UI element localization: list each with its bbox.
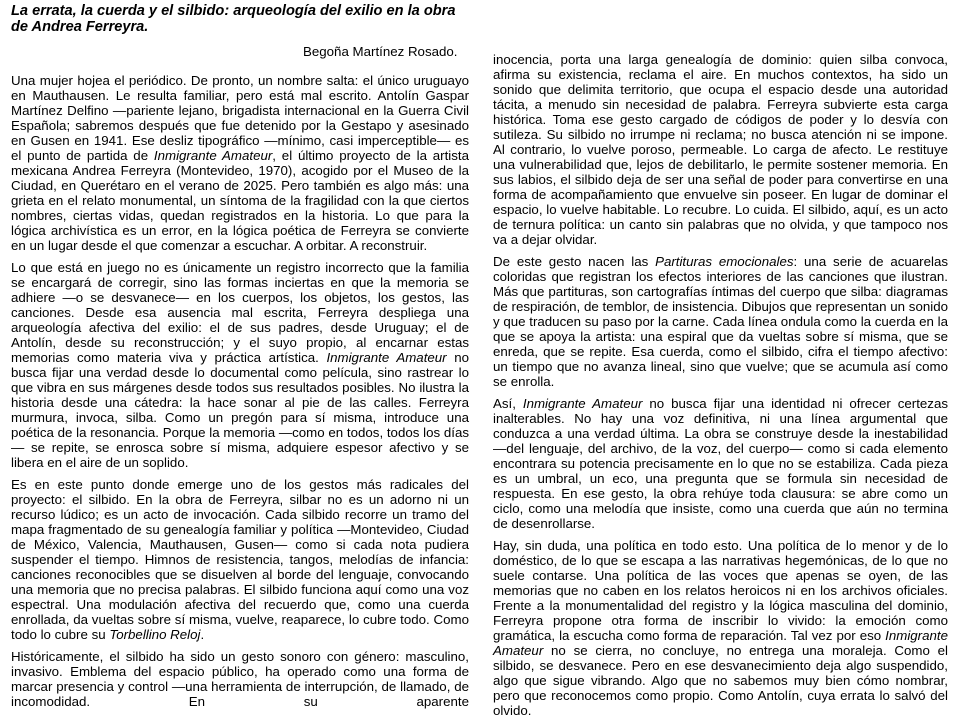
text-column-right [493,3,949,718]
left-column-paragraphs [11,73,469,709]
text-segment: no se cierra, no concluye, no entrega una moraleja. Como el silbido, se desvanece. Pero en ese desvanecimiento deja algo suspendido, algo que sigue vibrando. Algo que no sabemos muy bien cómo nombrar, pero que reconocemos como propio. Como Antolín, cuya errata lo salvó del olvido. [493,643,948,718]
paragraph [493,396,948,531]
italic-text-segment: Torbellino Reloj [109,627,201,642]
article-title: La errata, la cuerda y el silbido: arqueología del exilio en la obra de Andrea Ferreyra. [11,3,456,35]
text-segment: Lo que está en juego no es únicamente un registro incorrecto que la familia se encargará de corregir, sino las formas inciertas en que la memoria se adhiere —o se desvanece— en los cuerpos, los objetos, los gestos, las canciones. Desde esa ausencia mal escrita, Ferreyra despliega una arqueología afectiva del exilio: el de sus padres, desde Uruguay; el de Antolín, desde su reconstrucción; y el suyo propio, al encarnar estas memorias como materia viva y práctica artística. [11,260,469,365]
paragraph [11,649,469,709]
paragraph [11,477,469,642]
paragraph [493,538,948,718]
text-segment: no busca fijar una identidad ni ofrecer certezas inalterables. No hay una voz definitiva, ni una línea argumental que conduzca a una verdad última. La obra se construye desde la inestabilidad —del lenguaje, del archivo, de la voz, del cuerpo— como si cada elemento encontrara su potencia precisamente en lo que no se estabiliza. Cada pieza es un umbral, un eco, una pregunta que se formula sin necesidad de respuesta. En ese gesto, la obra rehúye toda clausura: se abre como un ciclo, como una melodía que insiste, como una cuerda que aún no termina de desenrollarse. [493,396,948,531]
text-segment: : una serie de acuarelas coloridas que registran los efectos interiores de las canciones que ilustran. Más que partituras, son cartografías íntimas del cuerpo que silba: diagramas de respiración, de temblor, de insistencia. Dibujos que representan un sonido y que traducen su paso por la carne. Cada línea ondula como la cuerda en la que se apoya la artista: una espiral que da vueltas sobre sí misma, que se enreda, que se repite. Esa cuerda, como el silbido, cifra el tiempo afectivo: un tiempo que no avanza lineal, sino que vuelve; que se acumula así como se enrolla. [493,254,949,389]
italic-text-segment: Inmigrante Amateur [153,148,273,163]
paragraph [11,260,469,470]
article-byline: Begoña Martínez Rosado. [303,44,458,59]
text-segment: De este gesto nacen las [493,254,656,269]
italic-text-segment: Inmigrante Amateur [326,350,447,365]
paragraph [493,52,948,247]
text-segment: , el último proyecto de la artista mexicana Andrea Ferreyra (Montevideo, 1970), acogido por el Museo de la Ciudad, en Querétaro en el verano de 2025. Pero también es algo más: una grieta en el relato monumental, un síntoma de la fragilidad con la que ciertos nombres, ciertas vidas, quedan registrados en la historia. Lo que para la lógica archivística es un error, en la lógica poética de Ferreyra se convierte en un lugar desde el que comenzar a escuchar. A orbitar. A reconstruir. [11,148,469,253]
italic-text-segment: Inmigrante Amateur [493,628,948,658]
text-segment: . [200,627,205,642]
text-segment: Una mujer hojea el periódico. De pronto, un nombre salta: el único uruguayo en Mauthausen. Le resulta familiar, pero está mal escrito. Antolín Gaspar Martínez Delfino —pariente lejano, brigadista internacional en la Guerra Civil Española; sabremos después que fue detenido por la Gestapo y asesinado en Gusen en 1941. Ese desliz tipográfico —mínimo, casi imperceptible— es el punto de partida de [11,73,469,163]
text-column-left [11,3,469,709]
text-segment: Históricamente, el silbido ha sido un gesto sonoro con género: masculino, invasivo. Emblema del espacio público, ha operado como una forma de marcar presencia y control —una herramienta de interrupción, de llamado, de incomodidad. En su aparente [11,649,469,709]
text-segment: Así, [493,396,523,411]
right-column-paragraphs [493,52,948,718]
paragraph [493,254,948,389]
text-segment: Es en este punto donde emerge uno de los gestos más radicales del proyecto: el silbido. En la obra de Ferreyra, silbar no es un adorno ni un recurso lúdico; es un acto de invocación. Cada silbido recorre un tramo del mapa fragmentado de su genealogía familiar y política —Montevideo, Ciudad de México, Valencia, Mauthausen, Gusen— como si cada nota pudiera suspender el tiempo. Himnos de resistencia, tangos, melodías de infancia: canciones reconocibles que se disuelven al borde del lenguaje, convocando una memoria que no precisa palabras. El silbido funciona aquí como una voz espectral. Una modulación afectiva del recuerdo que, como una cuerda enrollada, da vueltas sobre sí misma, vuelve, reaparece, lo cubre todo. Como todo lo cubre su [11,477,469,642]
text-segment: Hay, sin duda, una política en todo esto. Una política de lo menor y de lo doméstico, de lo que se escapa a las narrativas hegemónicas, de lo que no suele contarse. Una política de las voces que apenas se oyen, de las memorias que no caben en los relatos heroicos ni en los archivos oficiales. Frente a la monumentalidad del registro y la lógica masculina del dominio, Ferreyra propone otra forma de inscribir lo vivido: la emoción como gramática, la escucha como forma de reparación. Tal vez por eso [493,538,948,643]
italic-text-segment: Partituras emocionales [655,254,794,269]
text-segment: inocencia, porta una larga genealogía de dominio: quien silba convoca, afirma su existencia, reclama el aire. En muchos contextos, ha sido un sonido que delimita territorio, que ocupa el espacio desde una autoridad tácita, a menudo sin necesidad de palabra. Ferreyra subvierte esta carga histórica. Toma ese gesto cargado de códigos de poder y lo desvía con sutileza. Su silbido no irrumpe ni reclama; no busca atención ni se impone. Al contrario, lo vuelve poroso, permeable. Lo carga de afecto. Le restituye una vulnerabilidad que, lejos de debilitarlo, le permite sostener memoria. En sus labios, el silbido deja de ser una señal de poder para convertirse en una forma de acompañamiento que envuelve sin poseer. En lugar de dominar el espacio, lo vuelve habitable. Lo recubre. Lo cuida. El silbido, aquí, es un acto de ternura política: un canto sin palabras que no olvida, y que tampoco nos va a dejar olvidar. [493,52,948,247]
text-segment: no busca fijar una verdad desde lo documental como película, sino rastrear lo que vibra en sus márgenes desde todos sus resultados posibles. No ilustra la historia desde una cátedra: la hace sonar al pie de las calles. Ferreyra murmura, invoca, silba. Como un pregón para sí misma, introduce una poética de la resonancia. Porque la memoria —como en todos, todos los días— se repite, se enrosca sobre sí misma, adquiere espesor afectivo y se libera en el aire de un soplido. [11,350,469,470]
italic-text-segment: Inmigrante Amateur [522,396,643,411]
paragraph [11,73,469,253]
